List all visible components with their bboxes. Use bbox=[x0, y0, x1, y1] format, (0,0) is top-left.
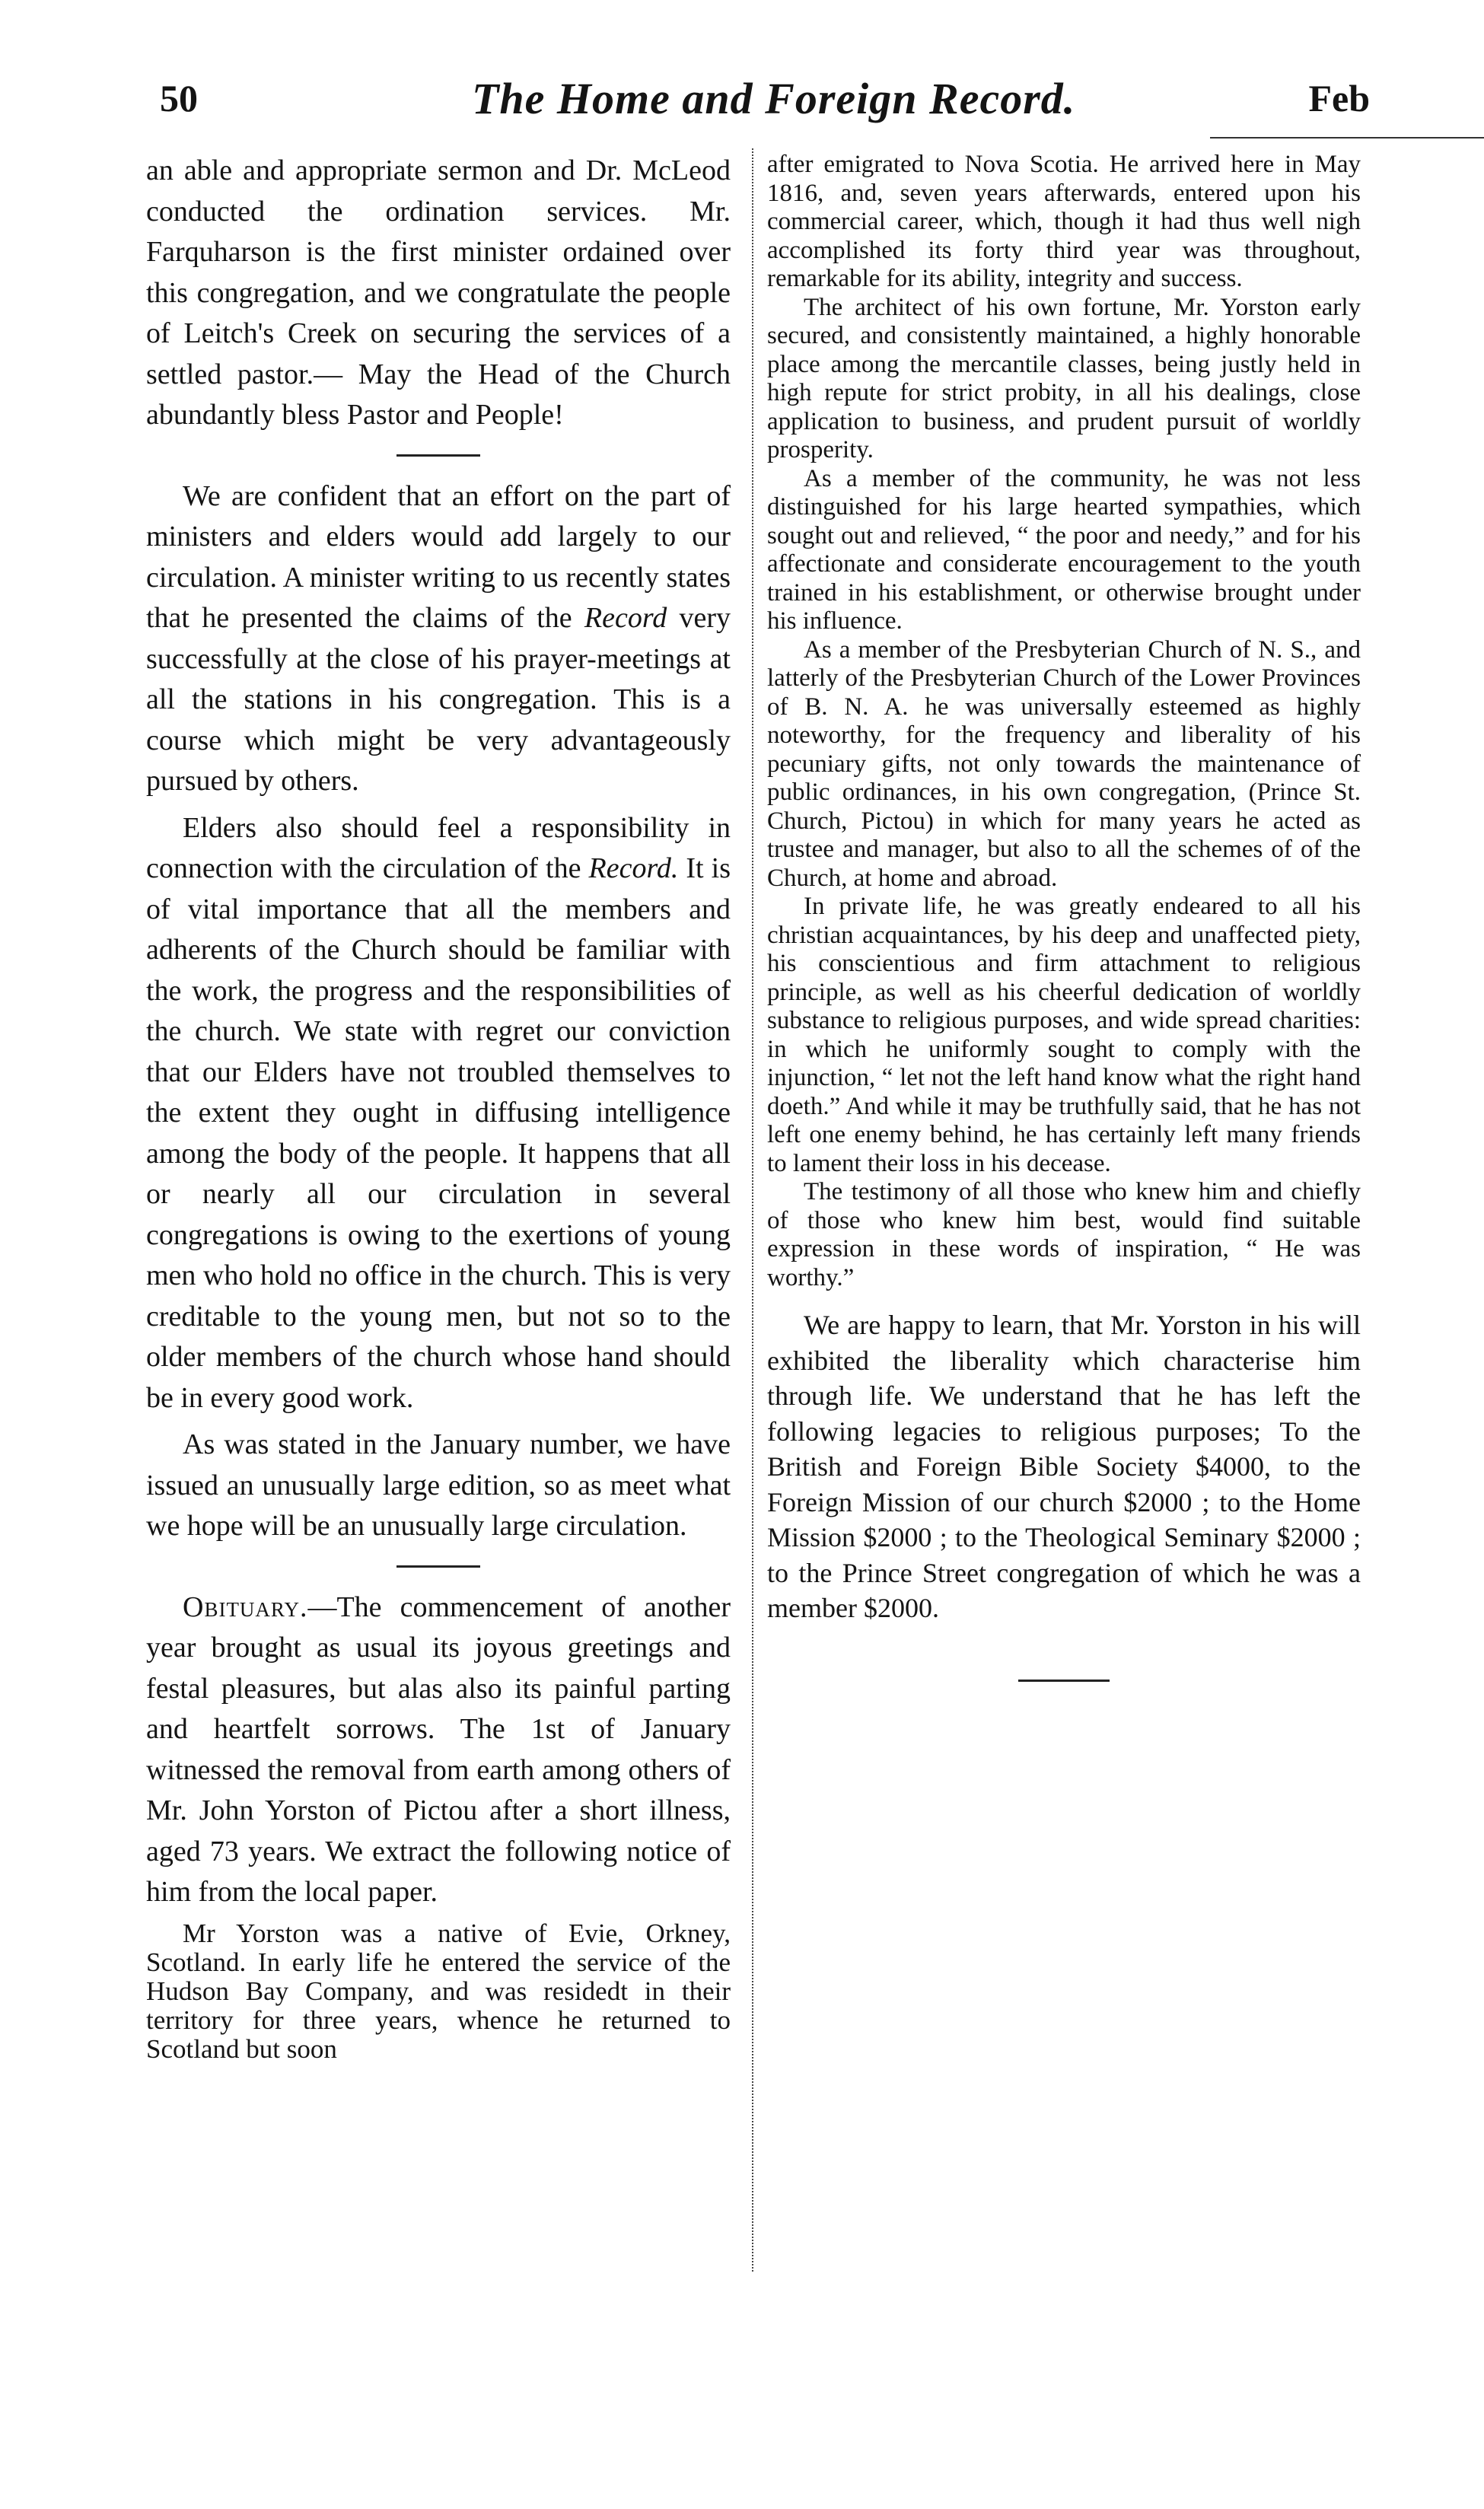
january-paragraph: As was stated in the January number, we have issued an unusually large edition, so as meet what we hope will be an unusually large circulation. bbox=[146, 1428, 731, 1542]
page-header bbox=[152, 76, 1370, 145]
header-rule bbox=[1210, 137, 1484, 139]
presbyterian-paragraph: As a member of the Presbyterian Church of N. S., and latterly of the Presbyterian Church of the Lower Provinces of B. N. A. he was universally esteemed as highly noteworthy, for the frequency and liberality of his pecuniary gifts, not only towards the maintenance of public ordinances, in his own congregation, (Prince St. Church, Pictou) in which for many years he acted as trustee and manager, but also to all the schemes of of the Church, at home and abroad. bbox=[767, 635, 1361, 892]
section-separator bbox=[396, 454, 480, 457]
obituary-heading: Obituary. bbox=[183, 1590, 308, 1623]
private-life-paragraph: In private life, he was greatly endeared to all his christian acquaintances, by his deep and unaffected piety, his conscientious and firm attachment to religious principle, as well as his cheerful dedication of worldly substance to religious purposes, and wide spread charities: in which he uniformly sought to comply with the injunction, “ let not the left hand know what the right hand doeth.” And while it may be truthfully said, that he has not left one enemy behind, he has certainly left many friends to lament their loss in his decease. bbox=[767, 893, 1361, 1177]
ordination-paragraph: an able and appropriate sermon and Dr. McLeod conducted the ordination services. Mr. Farquharson is the first minister ordained over this congregation, and we congratulate the people of Leitch's Creek on securing the services of a settled pastor.— May the Head of the Church abundantly bless Pastor and People! bbox=[146, 154, 731, 431]
native-paragraph: Mr Yorston was a native of Evie, Orkney, Scotland. In early life he entered the service of the Hudson Bay Company, and was residedt in their territory for three years, whence he returned to Scotland but soon bbox=[146, 1918, 731, 2064]
journal-title: The Home and Foreign Record. bbox=[472, 74, 1076, 123]
community-paragraph: As a member of the community, he was not less distinguished for his large hearted sympathies, which sought out and relieved, “ the poor and needy,” and for his affectionate and considerate encouragement to the youth trained in his establishment, or otherwise brought under his influence. bbox=[767, 464, 1361, 635]
end-separator bbox=[1018, 1680, 1110, 1682]
elders-paragraph: Elders also should feel a responsibility in connection with the circulation of the Record. It is of vital importance that all the members and adherents of the Church should be familiar with the work, the progress and the responsibilities of the church. We state with regret our conviction that our Elders have not troubled themselves to the extent they ought in diffusing intelligence among the body of the people. It happens that all or nearly all our circulation in several congregations is owing to the exertions of young men who hold no office in the church. This is very creditable to the young men, but not so to the older members of the church whose hand should be in every good work. bbox=[146, 811, 731, 1414]
issue-month: Feb bbox=[1308, 77, 1370, 119]
continuation-paragraph: after emigrated to Nova Scotia. He arrived here in May 1816, and, seven years afterwards, entered upon his commercial career, which, though it had thus well nigh accomplished its forty third year was throughout, remarkable for its ability, integrity and success. bbox=[767, 151, 1361, 292]
section-separator bbox=[396, 1565, 480, 1568]
record-title: Record bbox=[584, 602, 667, 634]
circulation-paragraph: We are confident that an effort on the part of ministers and elders would add largely to our circulation. A minister writing to us recently states that he presented the claims of the Record very successfully at the close of his prayer-meetings at all the stations in his congregation. This is a course which might be very advantageously pursued by others. bbox=[146, 479, 731, 797]
right-column bbox=[767, 151, 1361, 1682]
obituary-paragraph: Obituary.—The commencement of another year brought as usual its joyous greetings and festal pleasures, but alas also its painful parting and heartfelt sorrows. The 1st of January witnessed the removal from earth among others of Mr. John Yorston of Pictou after a short illness, aged 73 years. We extract the following notice of him from the local paper. bbox=[146, 1590, 731, 1908]
architect-paragraph: The architect of his own fortune, Mr. Yorston early secured, and consistently maintained, a highly honorable place among the mercantile classes, being justly held in high repute for strict probity, in all his dealings, close application to business, and prudent pursuit of worldly prosperity. bbox=[767, 293, 1361, 463]
page-number: 50 bbox=[160, 77, 198, 119]
left-column bbox=[146, 151, 731, 2064]
record-title: Record. bbox=[588, 852, 679, 884]
testimony-paragraph: The testimony of all those who knew him and chiefly of those who knew him best, would find suitable expression in these words of inspiration, “ He was worthy.” bbox=[767, 1178, 1361, 1291]
column-divider bbox=[752, 148, 753, 2272]
legacies-paragraph: We are happy to learn, that Mr. Yorston in his will exhibited the liberality which characterise him through life. We understand that he has left the following legacies to religious purposes; To the British and Foreign Bible Society $4000, to the Foreign Mission of our church $2000 ; to the Home Mission $2000 ; to the Theological Seminary $2000 ; to the Prince Street congregation of which he was a member $2000. bbox=[767, 1310, 1361, 1623]
